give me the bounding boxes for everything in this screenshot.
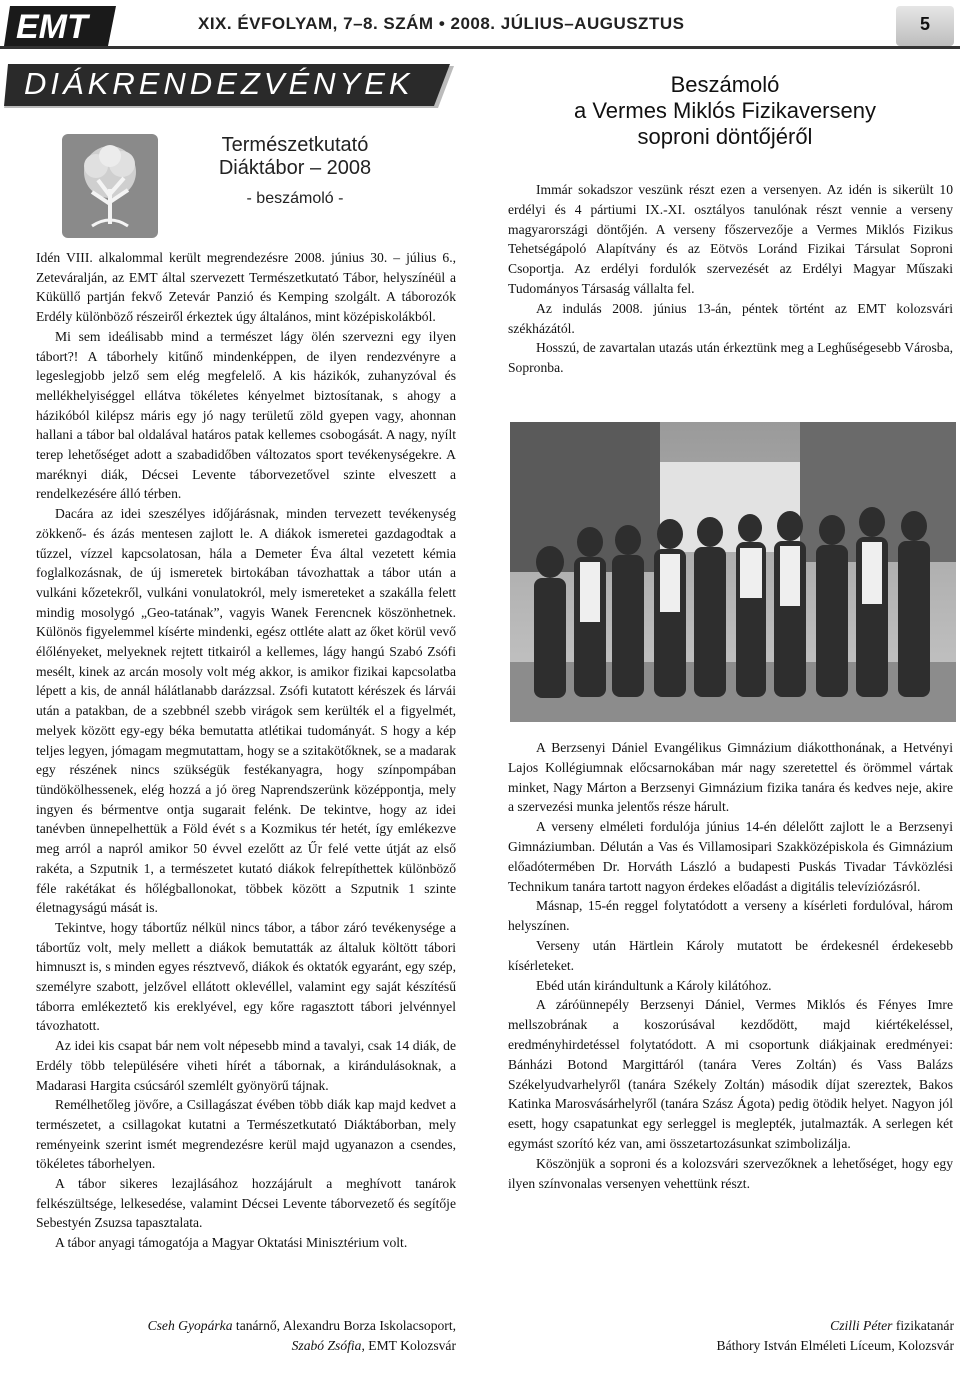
author-name: Czilli Péter <box>830 1318 893 1333</box>
paragraph: A tábor sikeres lezajlásához hozzájárult a meghívott tanárok felkészültsége, lelkesedése, valamint Décsei Levente táborvezető és segítője Sebestyén Zsuzsa tapasztalata. <box>36 1176 456 1231</box>
paragraph: Dacára az idei szeszélyes időjárásnak, minden tervezett tevékenység zökkenő- és ázás mentesen zajlott le. A diákok ismeretei gazdagodtak a tűzzel, vízzel kapcsolatosan, hála a Demeter Éva által vezetett kémia foglalkozásnak, de új ismeretek birtokában távozhattak a tábor után a vulkáni kőzetekről, vulkáni vonulatokról, mely ismereteket a szakálla felett mindig mosolygó „Geo-tatának”, vagyis Wanek Ferencnek köszönhetnek. Különös figyelemmel kísérte mindenki, egész ottléte alatt az őket körül vevő élőlényeket, melyeknek rejtett titkairól a kellemes, lágy hangú Szabó Zsófi mesélt, kinek az arcán mosoly volt még akkor, is amikor fizikai kapcsolatba lépett a kis, de annál hálátlanabb darázzsal. Zsófi kutatott kérészek és lárvái után a patakban, de a szebbnél szebb virágok sem kerülték el a figyelmét, melyek között egy-egy béka bemutatta atlétikai tudományát. S hogy a kép teljes legyen, jómagam megmutattam, hogy se a szitakötőknek, se a madarak egy részének nincs szükségük festékanyagra, hogy színpompában tündökölhessenek, elég hozzá a jó öreg Naprendszerünk középpontja, mely ingyen és bérmentve ontja sugarait felénk. De tekintve, hogy az idei tanévben ünnepelhettük a Föld évét s a Kozmikus tér hetét, így emlékezve meg arról a napról amikor 50 évvel ezelőtt az Űr felé vette útját az első rakéta, a Szputnik 1, a természetet kutató diákok felrepíthettek különböző féle rakétákat és hőlégballonokat, többek között a Szputnik 1 szinte életnagyságú mását is. <box>36 506 456 916</box>
title-line2: a Vermes Miklós Fizikaverseny <box>574 98 876 123</box>
paragraph: Hosszú, de zavartalan utazás után érkeztünk meg a Leghűségesebb Városba, Sopronba. <box>508 340 953 376</box>
competition-article-title <box>510 72 940 150</box>
paragraph: Ebéd után kirándultunk a Károly kilátóhoz. <box>536 977 772 993</box>
emt-logo <box>4 6 116 46</box>
paragraph: Remélhetőleg jövőre, a Csillagászat évében több diák kap majd kedvet a természetet, a csillagokat kutatni a Természetkutató Diáktáborban, mely reményeink szerint ismét megrendezésre kerül majd ugyanazon a csendes, tökéletes táborhelyen. <box>36 1097 456 1172</box>
paragraph: Az idei kis csapat bár nem volt népesebb mind a tavalyi, csak 14 diák, de Erdély több településére viheti hírét a tábornak, a kirándulásoknak, a Madarasi Hargita csúcsáról szemlélt gyönyörű tájnak. <box>36 1038 456 1093</box>
logo-text: EMT <box>16 8 88 46</box>
paragraph: A Berzsenyi Dániel Evangélikus Gimnázium diákotthonának, a Hetvényi Lajos Kollégiumnak előcsarnokában már nagy szeretettel és örömmel vártak minket, Nagy Márton a Berzsenyi Gimnázium fizika tanára és kedves neje, akire a szervezési munka jelentős része hárult. <box>508 740 953 815</box>
camp-article-signature <box>36 1316 456 1355</box>
title-line3: soproni döntőjéről <box>637 124 813 149</box>
author-role: tanárnő, Alexandru Borza Iskolacsoport, <box>232 1318 456 1333</box>
camp-article-title <box>190 134 400 180</box>
page-number: 5 <box>919 14 930 34</box>
competition-article-signature <box>508 1316 954 1355</box>
paragraph: Mi sem ideálisabb mind a természet lágy ölén szervezni egy ilyen tábort?! A táborhely kitűnő mindenképpen, de ilyen rendezvényre a legeslegjobb jelző sem elég megfelelő. A kis házikók, zuhanyzóval és mellékhelyiséggel ellátva tökéletes kényelmet biztosítanak, s ahogy a házikóból kilépsz máris egy jó nagy területű zöld gyepen vagy, ahonnan hallani a tábor bal oldalával határos patak kellemes csobogását. A nagy, nyílt terep lehetőséget adott a szabadidőben változatos sport tevékenységekre. A maréknyi diák, Décsei Levente táborvezetővel szinte elveszett a rendelkezésére álló térben. <box>36 328 456 502</box>
paragraph: A tábor anyagi támogatója a Magyar Oktatási Minisztérium volt. <box>55 1235 408 1251</box>
competition-article-intro <box>508 180 953 378</box>
title-line1: Beszámoló <box>670 72 780 97</box>
paragraph: Az indulás 2008. június 13-án, péntek történt az EMT kolozsvári székházától. <box>508 300 953 336</box>
paragraph: Idén VIII. alkalommal került megrendezésre 2008. június 30. – július 6., Zeteváralján, az EMT által szervezett Természetkutató Tábor, helyszínéül a Küküllő partján fekvő Zetevár Panzió és Kemping szolgált. A táborozók Erdély különböző részeiről érkeztek úgy általános, mint középiskolákból. <box>36 250 456 325</box>
issue-header: XIX. ÉVFOLYAM, 7–8. SZÁM • 2008. JÚLIUS–AUGUSZTUS <box>198 14 685 33</box>
author-name: Cseh Gyopárka <box>147 1318 233 1333</box>
camp-title-line2: Diáktábor – 2008 <box>218 157 372 179</box>
paragraph: Köszönjük a soproni és a kolozsvári szervezőknek a lehetőséget, hogy egy ilyen színvonalas versenyen vehettünk részt. <box>508 1155 953 1191</box>
competition-article-body <box>508 738 953 1193</box>
paragraph: A verseny elméleti fordulója június 14-én délelőtt zajlott le a Berzsenyi Gimnáziumban. Délután a Vas és Villamosipari Szakközépiskola és Gimnázium előadótermében Dr. Horváth László a budapesti Puskás Tivadar Távközlési Technikum tanára tartott nagyon érdekes előadást a digitális televíziózásról. <box>508 819 953 894</box>
author-role: , EMT Kolozsvár <box>361 1337 456 1353</box>
paragraph: Immár sokadszor veszünk részt ezen a versenyen. Az idén is sikerült 10 erdélyi és 4 pártiumi IX.-XI. osztályos tanulónak részt vennie a verseny magyarországi döntőjén. A verseny főszervezője a Vermes Miklós Fizikus Tehetségápoló Alapítvány és az Eötvös Loránd Fizikai Társulat Soproni Csoportja. Az erdélyi fordulók szervezését az Erdélyi Magyar Műszaki Tudományos Társaság vállalta fel. <box>508 182 953 296</box>
author-school: Báthory István Elméleti Líceum, Kolozsvár <box>716 1337 954 1353</box>
camp-article-subtitle: - beszámoló - <box>246 190 344 207</box>
section-banner-title: DIÁKRENDEZVÉNYEK <box>24 66 414 101</box>
paragraph: Tekintve, hogy tábortűz nélkül nincs tábor, a tábor záró tevékenysége a tábortűz volt, mely mellett a diákok bemutatták az általuk költött tábori himnuszt is, s minden egyes résztvevő, diákok és oktatók egyaránt, egy szép, személyre szabott, jelzővel ellátott oklevéllel, valamint egy saját készítésű táborra emlékeztető kis ereklyével, egy kőre ragasztott tábori jelvénnyel távozhatott. <box>36 919 456 1034</box>
camp-title-line1: Természetkutató <box>221 134 369 156</box>
author-name: Szabó Zsófia <box>291 1337 362 1353</box>
author-role: fizikatanár <box>892 1318 954 1333</box>
camp-article-body <box>36 248 456 1253</box>
paragraph: Verseny után Härtlein Károly mutatott be érdekesnél érdekesebb kísérleteket. <box>508 937 953 973</box>
tree-logo-icon <box>62 134 158 238</box>
header-rule <box>0 46 960 49</box>
group-photo <box>510 422 956 722</box>
paragraph: A záróünnepély Berzsenyi Dániel, Vermes Miklós és Fényes Imre mellszobrának a koszorúsával kezdődött, majd kiértékeléssel, eredményhirdetéssel folytatódott. A mi csoportunk diákjainak eredményei: Bánházi Botond Margittáról (tanára Veres Zoltán) és Vass Balázs Székelyudvarhelyről (tanára Székely Zoltán) második díjat szereztek, Bakos Katinka Marosvásárhelyről (tanára Szász Ágota) pedig ötödik helyet. Nagyon jól esett, hogy csapatunkat egy serleggel is meglepték, jutalmazták. A serlegen két egymást szorító kéz van, ami összetartozásunkat szimbolizálja. <box>508 997 953 1151</box>
paragraph: Másnap, 15-én reggel folytatódott a verseny a kísérleti fordulóval, három helyszínen. <box>508 898 953 934</box>
